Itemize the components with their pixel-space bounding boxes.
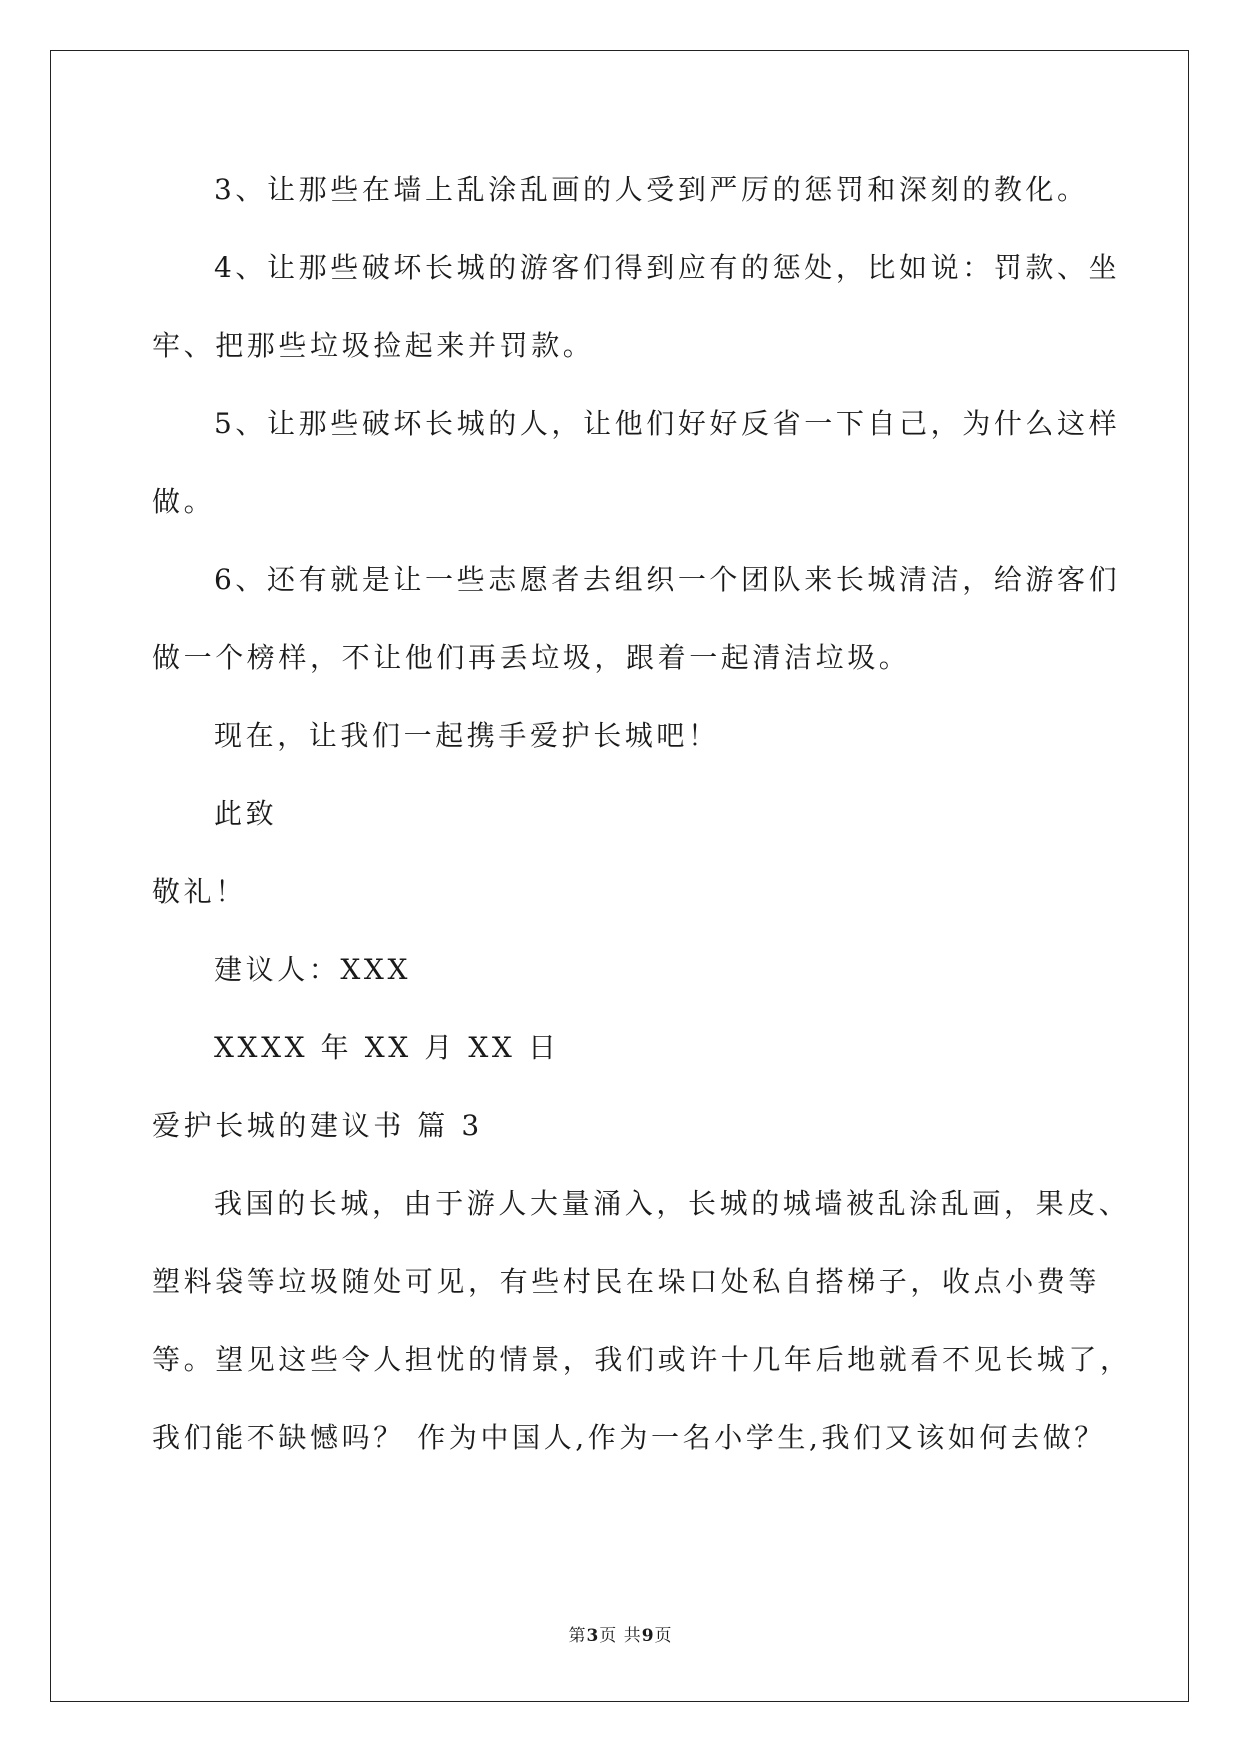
total-page-number: 9: [641, 1626, 655, 1646]
section-title: 爱护长城的建议书 篇 3: [152, 1109, 483, 1142]
page-footer: [0, 1624, 1241, 1648]
closing-salutation: 此致: [214, 797, 278, 830]
paragraph-line: 4、让那些破坏长城的游客们得到应有的惩处，比如说：罚款、坐: [214, 251, 1121, 284]
paragraph-line: 我们能不缺憾吗？ 作为中国人,作为一名小学生,我们又该如何去做？: [152, 1421, 1106, 1454]
paragraph-line: 5、让那些破坏长城的人，让他们好好反省一下自己，为什么这样: [214, 407, 1121, 440]
paragraph-line: 做。: [152, 485, 216, 518]
signature-date: XXXX 年 XX 月 XX 日: [214, 1031, 560, 1064]
current-page-number: 3: [586, 1626, 600, 1646]
footer-suffix: 页: [654, 1626, 673, 1646]
paragraph-line: 做一个榜样，不让他们再丢垃圾，跟着一起清洁垃圾。: [152, 641, 911, 674]
paragraph-line: 现在，让我们一起携手爱护长城吧！: [214, 719, 720, 752]
paragraph-line: 我国的长城，由于游人大量涌入，长城的城墙被乱涂乱画，果皮、: [214, 1187, 1131, 1220]
paragraph-line: 塑料袋等垃圾随处可见，有些村民在垛口处私自搭梯子，收点小费等: [152, 1265, 1101, 1298]
closing-regards: 敬礼！: [152, 875, 247, 908]
paragraph-line: 6、还有就是让一些志愿者去组织一个团队来长城清洁，给游客们: [214, 563, 1121, 596]
signature-proposer: 建议人：XXX: [214, 953, 412, 986]
paragraph-line: 3、让那些在墙上乱涂乱画的人受到严厉的惩罚和深刻的教化。: [214, 173, 1089, 206]
footer-mid: 页 共: [599, 1626, 642, 1646]
paragraph-line: 牢、把那些垃圾捡起来并罚款。: [152, 329, 595, 362]
paragraph-line: 等。望见这些令人担忧的情景，我们或许十几年后地就看不见长城了，: [152, 1343, 1132, 1376]
footer-prefix: 第: [568, 1626, 587, 1646]
